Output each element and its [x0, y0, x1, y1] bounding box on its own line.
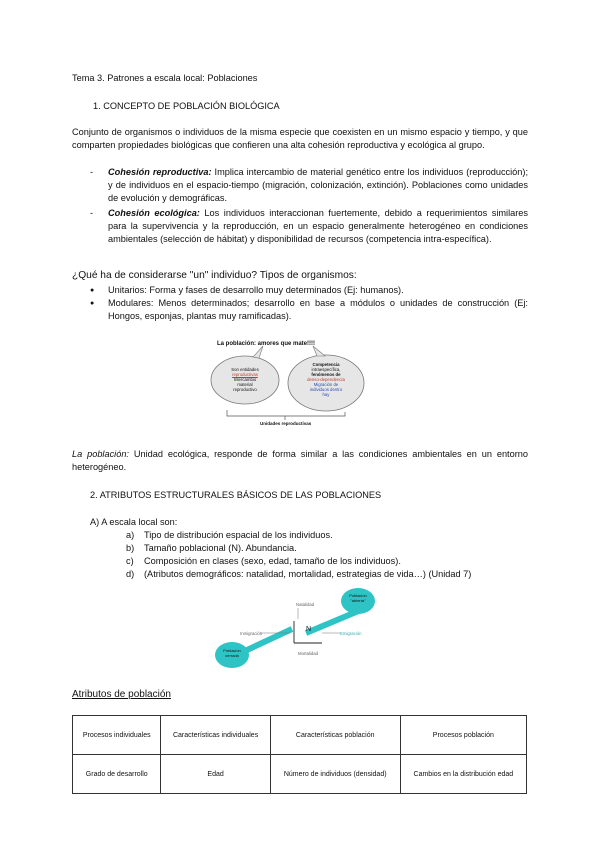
- item-letter: c): [126, 556, 134, 566]
- bullet-dot: ●: [90, 287, 95, 294]
- left-bubble-text: [217, 648, 247, 658]
- bubble-line: Competencia: [312, 362, 340, 367]
- item-text: Tamaño poblacional (N). Abundancia.: [144, 543, 297, 553]
- bubble-line: fenómenos de: [311, 372, 341, 377]
- column-header: Características individuales: [161, 716, 270, 755]
- bullet-text: Los individuos interaccionan fuertemente, debido a requerimientos similares para la supervivencia y la reproducción, en un espacio generalmente heterogéneo en condiciones ambientales (selección de hábitat) y disponibilidad de recursos (competencia intra-específica).: [108, 208, 528, 244]
- table-cell: Cambios en la distribución edad: [400, 755, 526, 794]
- list-item: [90, 207, 528, 246]
- bullet-dot: ●: [90, 300, 95, 307]
- left-bubble-text: [215, 367, 275, 392]
- table-row: [73, 755, 527, 794]
- bubble-line: individuos dentro: [309, 387, 343, 392]
- bullet-text: Implica intercambio de material genético entre los individuos (reproducción); y de individuos en el espacio-tiempo (migración, colonización, extinción). Poblaciones como unidades de evolución y demográficas.: [108, 167, 528, 203]
- dash-marker: -: [90, 167, 94, 177]
- item-text: (Atributos demográficos: natalidad, mortalidad, estrategias de vida…) (Unidad 7): [144, 569, 472, 579]
- page-title: Tema 3. Patrones a escala local: Poblaciones: [72, 73, 258, 83]
- item-letter: d): [126, 569, 135, 579]
- bubble-line: Son entidades: [231, 367, 259, 372]
- top-bubble-text: [343, 593, 373, 603]
- right-flow-label: Emigración: [340, 631, 362, 636]
- bullet-term: Cohesión reproductiva:: [108, 167, 212, 177]
- center-n-label: N: [306, 626, 312, 633]
- bubble-line: material: [237, 382, 253, 387]
- bubble-line: cerrada: [225, 653, 239, 658]
- list-item-text: Unitarios: Forma y fases de desarrollo muy determinados (Ej: humanos).: [108, 285, 404, 295]
- bubble-line: "abierta": [350, 598, 366, 603]
- column-header: Procesos individuales: [73, 716, 161, 755]
- column-header: Características población: [270, 716, 400, 755]
- column-header: Procesos población: [400, 716, 526, 755]
- table-header-row: [73, 716, 527, 755]
- item-text: Composición en clases (sexo, edad, tamaño de los individuos).: [144, 556, 401, 566]
- list-item: [90, 284, 528, 297]
- section-heading-atributos: 2. ATRIBUTOS ESTRUCTURALES BÁSICOS DE LAS POBLACIONES: [90, 490, 382, 500]
- organism-types-list: [90, 284, 528, 323]
- population-flux-figure: [210, 585, 390, 670]
- list-item: [126, 542, 526, 555]
- list-item: [126, 529, 526, 542]
- bottom-flow-label: Mortalidad: [298, 651, 319, 656]
- figure1-title: La población: amores que mate!!!!: [217, 341, 316, 347]
- cohesion-list: [90, 166, 528, 246]
- left-flow-label: Inmigración: [240, 631, 263, 636]
- item-letter: a): [126, 530, 135, 540]
- bubble-line: Intercambio: [233, 377, 257, 382]
- bubble-line: Población: [223, 648, 241, 653]
- list-item-text: Modulares: Menos determinados; desarrollo en base a módulos o unidades de construcción (Ej: Hongos, esponjas, plantas muy ramificadas).: [108, 298, 528, 321]
- poblacion-term: La población:: [72, 449, 129, 459]
- bubble-line: Población: [349, 593, 367, 598]
- population-bubbles-figure: [205, 338, 370, 433]
- subheading-escala-local: A) A escala local son:: [90, 517, 178, 527]
- attributes-heading: Atributos de población: [72, 689, 171, 700]
- bracket-label: Unidades reproductivas: [260, 421, 312, 426]
- list-item: [90, 166, 528, 205]
- attributes-table: [72, 715, 527, 794]
- table-cell: Edad: [161, 755, 270, 794]
- question-line: ¿Qué ha de considerarse "un" individuo? Tipos de organismos:: [72, 270, 357, 281]
- poblacion-definition: [72, 448, 528, 474]
- attributes-sublist: [126, 529, 526, 581]
- list-item: [126, 568, 526, 581]
- bubble-line: reproductivas: [232, 372, 258, 377]
- list-item: [126, 555, 526, 568]
- item-letter: b): [126, 543, 135, 553]
- bubble-line: hay: [322, 392, 330, 397]
- top-flow-label: Natalidad: [296, 602, 315, 607]
- list-item: [90, 297, 528, 323]
- item-text: Tipo de distribución espacial de los individuos.: [144, 530, 333, 540]
- table-cell: Grado de desarrollo: [73, 755, 161, 794]
- right-bubble-tail: [313, 346, 325, 356]
- bubble-line: denso-dependencia: [307, 377, 345, 382]
- bubble-line: Migración de: [313, 382, 339, 387]
- bubble-line: reproductivo: [233, 387, 257, 392]
- left-bubble-tail: [253, 346, 263, 358]
- bullet-term: Cohesión ecológica:: [108, 208, 200, 218]
- definition-paragraph: Conjunto de organismos o individuos de la misma especie que coexisten en un mismo espacio y tiempo, y que comparten propiedades biológicas que confieren una alta cohesión reproductiva y ecológica al grupo.: [72, 127, 528, 150]
- bubble-line: intraespecífica,: [311, 367, 341, 372]
- poblacion-text: Unidad ecológica, responde de forma similar a las condiciones ambientales en un entorno heterogéneo.: [72, 449, 528, 472]
- right-bubble-text: [293, 362, 359, 397]
- dash-marker: -: [90, 208, 94, 218]
- section-heading-concepto: 1. CONCEPTO DE POBLACIÓN BIOLÓGICA: [93, 101, 280, 111]
- table-cell: Número de individuos (densidad): [270, 755, 400, 794]
